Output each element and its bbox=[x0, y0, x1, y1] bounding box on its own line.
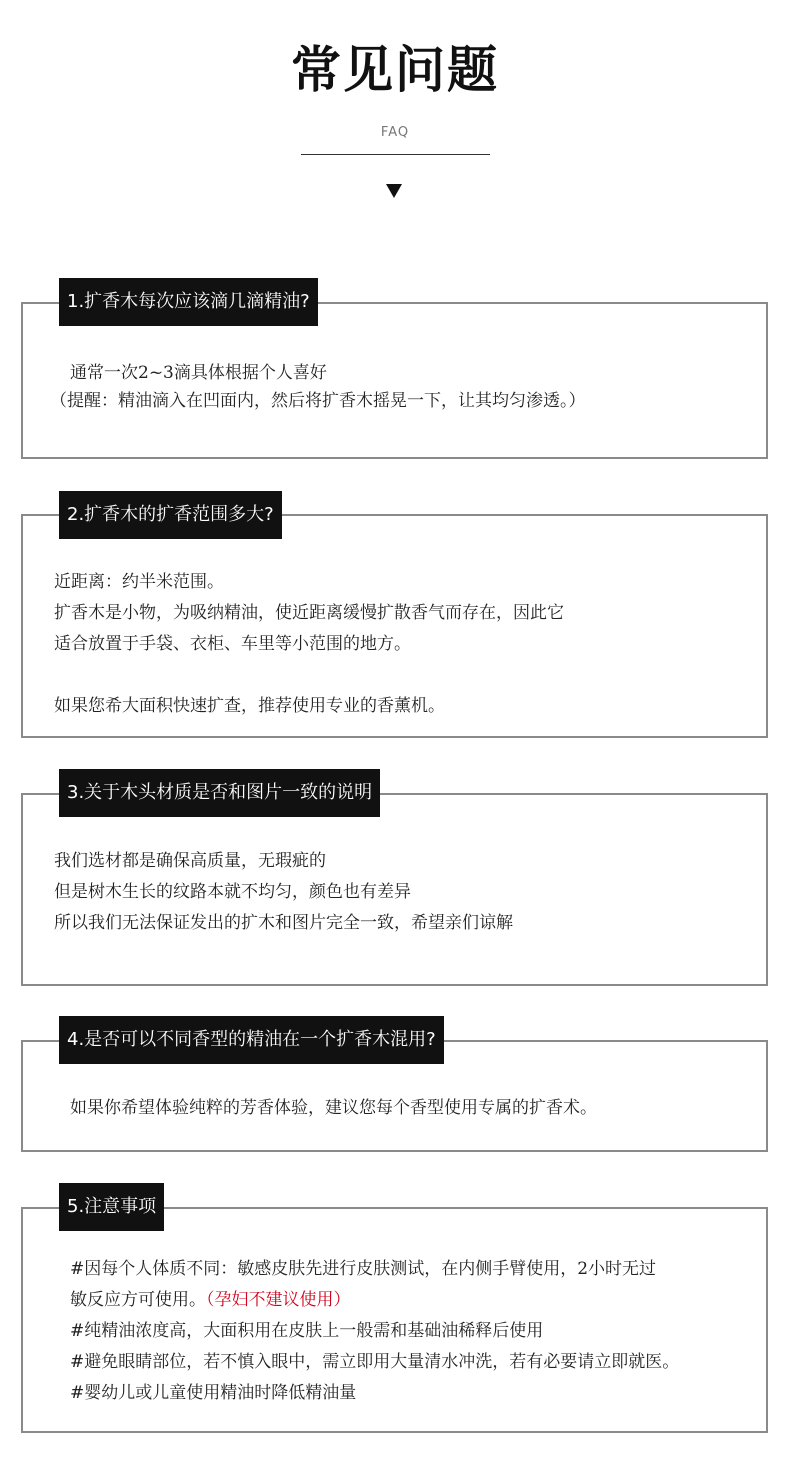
answer-line-text: 敏反应方可使用。 bbox=[70, 1290, 206, 1310]
answer-line: #避免眼睛部位，若不慎入眼中，需立即用大量清水冲洗，若有必要请立即就医。 bbox=[70, 1352, 680, 1372]
faq-question-5: 5.注意事项 bbox=[59, 1183, 164, 1231]
answer-line: （提醒：精油滴入在凹面内，然后将扩香木摇晃一下，让其均匀渗透。） bbox=[50, 391, 586, 411]
answer-line bbox=[54, 660, 564, 691]
faq-answer-3 bbox=[54, 846, 513, 939]
down-arrow-icon bbox=[386, 184, 402, 198]
faq-question-4: 4.是否可以不同香型的精油在一个扩香木混用? bbox=[59, 1016, 444, 1064]
answer-line: 但是树木生长的纹路本就不均匀，颜色也有差异 bbox=[54, 882, 411, 902]
faq-answer-5 bbox=[70, 1254, 679, 1409]
answer-line: 所以我们无法保证发出的扩木和图片完全一致，希望亲们谅解 bbox=[54, 913, 513, 933]
page-title: 常见问题 bbox=[291, 40, 499, 99]
page-subtitle: FAQ bbox=[380, 125, 410, 140]
faq-question-1: 1.扩香木每次应该滴几滴精油? bbox=[59, 278, 318, 326]
answer-line: #因每个人体质不同：敏感皮肤先进行皮肤测试，在内侧手臂使用，2小时无过 bbox=[70, 1259, 657, 1279]
answer-line: 我们选材都是确保高质量，无瑕疵的 bbox=[54, 851, 326, 871]
pregnancy-warning: （孕妇不建议使用） bbox=[206, 1290, 351, 1310]
answer-line: 如果你希望体验纯粹的芳香体验，建议您每个香型使用专属的扩香术。 bbox=[70, 1098, 597, 1118]
answer-line: 适合放置于手袋、衣柜、车里等小范围的地方。 bbox=[54, 634, 411, 654]
answer-line: #纯精油浓度高，大面积用在皮肤上一般需和基础油稀释后使用 bbox=[70, 1321, 544, 1341]
title-divider bbox=[301, 154, 490, 155]
faq-answer-4 bbox=[70, 1093, 597, 1124]
faq-question-2: 2.扩香木的扩香范围多大? bbox=[59, 491, 282, 539]
answer-line: 通常一次2~3滴具体根据个人喜好 bbox=[70, 363, 327, 383]
answer-line: 扩香木是小物，为吸纳精油，使近距离缓慢扩散香气而存在，因此它 bbox=[54, 603, 564, 623]
answer-line: 近距离：约半米范围。 bbox=[54, 572, 224, 592]
answer-line: 如果您希大面积快速扩查，推荐使用专业的香薰机。 bbox=[54, 696, 445, 716]
faq-answer-1 bbox=[70, 358, 327, 389]
answer-line bbox=[70, 1285, 679, 1316]
faq-answer-2 bbox=[54, 567, 564, 722]
answer-line: #婴幼儿或儿童使用精油时降低精油量 bbox=[70, 1383, 357, 1403]
faq-answer-1-note bbox=[50, 386, 586, 417]
faq-question-3: 3.关于木头材质是否和图片一致的说明 bbox=[59, 769, 380, 817]
